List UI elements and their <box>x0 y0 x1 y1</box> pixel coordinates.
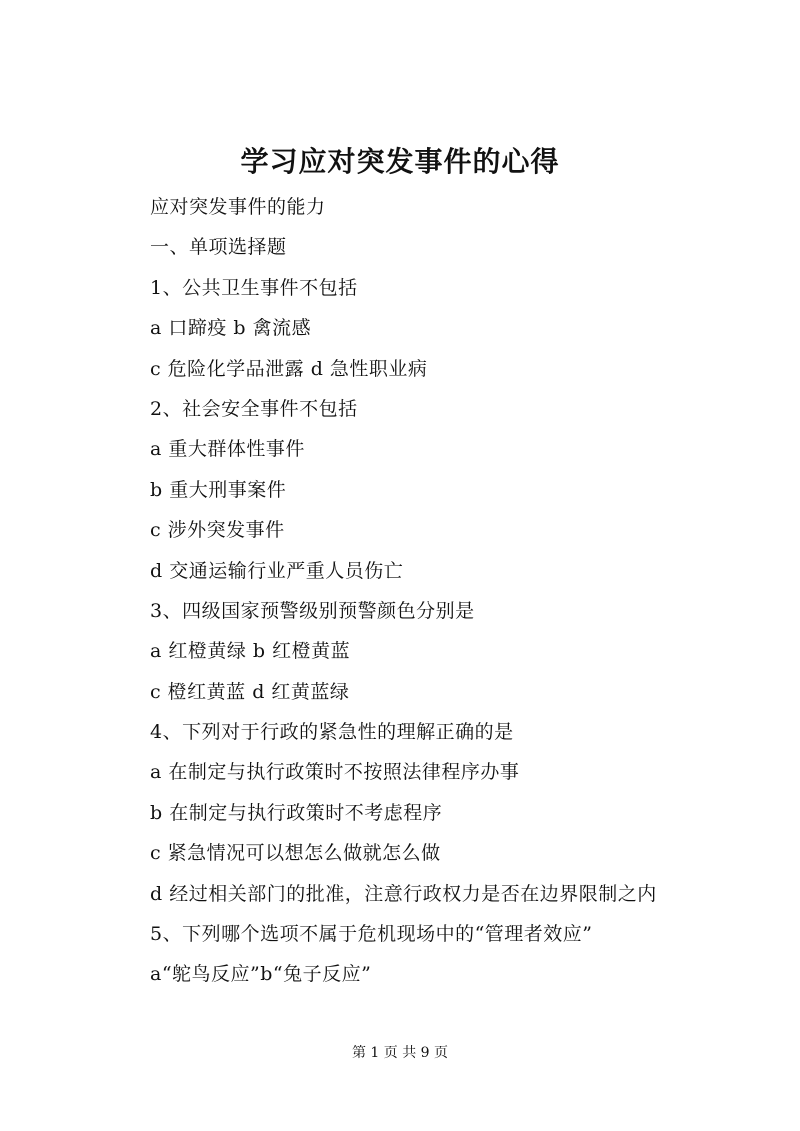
body-line: b 在制定与执行政策时不考虑程序 <box>150 801 443 824</box>
body-line: 1、公共卫生事件不包括 <box>150 276 358 299</box>
body-line: a“鸵鸟反应”b“兔子反应” <box>150 963 372 986</box>
page-footer: 第 1 页 共 9 页 <box>351 1045 449 1061</box>
body-line: d 经过相关部门的批准，注意行政权力是否在边界限制之内 <box>150 882 657 905</box>
body-line: 4、下列对于行政的紧急性的理解正确的是 <box>150 721 514 744</box>
body-line: a 红橙黄绿 b 红橙黄蓝 <box>150 640 351 663</box>
body-line: d 交通运输行业严重人员伤亡 <box>150 559 404 582</box>
body-line: 应对突发事件的能力 <box>150 196 326 218</box>
body-line: b 重大刑事案件 <box>150 478 287 501</box>
body-line: 2、社会安全事件不包括 <box>150 397 358 420</box>
body-line: 5、下列哪个选项不属于危机现场中的“管理者效应” <box>150 923 593 946</box>
body-line: a 重大群体性事件 <box>150 438 305 461</box>
body-line: c 橙红黄蓝 d 红黄蓝绿 <box>150 680 350 703</box>
body-line: c 涉外突发事件 <box>150 519 285 542</box>
body-line: 3、四级国家预警级别预警颜色分别是 <box>150 599 475 622</box>
body-line: 一、单项选择题 <box>150 236 287 259</box>
document-body <box>150 189 780 997</box>
document-title: 学习应对突发事件的心得 <box>240 145 560 178</box>
body-line: c 紧急情况可以想怎么做就怎么做 <box>150 842 441 865</box>
body-line: a 在制定与执行政策时不按照法律程序办事 <box>150 761 520 784</box>
body-line: c 危险化学品泄露 d 急性职业病 <box>150 357 428 380</box>
body-line: a 口蹄疫 b 禽流感 <box>150 317 312 340</box>
